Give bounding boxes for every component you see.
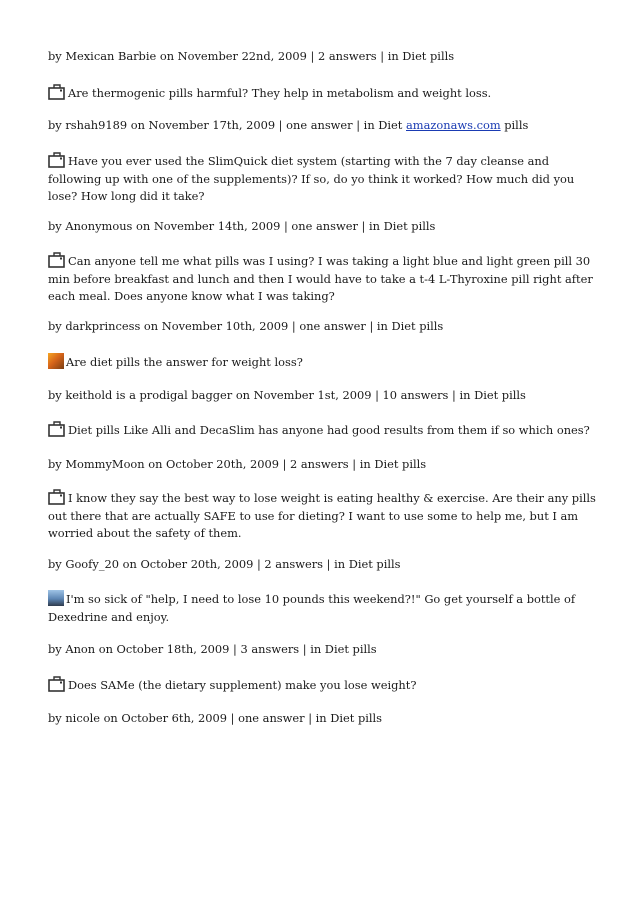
question-body: Are thermogenic pills harmful? They help in metabolism and weight loss. bbox=[68, 86, 492, 100]
question-text bbox=[48, 353, 600, 372]
question-text bbox=[48, 252, 600, 306]
question-body: Can anyone tell me what pills was I using? I was taking a light blue and light green pill 30 min before breakfast and lunch and then I would have to take a t-4 L-Thyroxine pill right after each meal. Does anyone know what I was taking? bbox=[48, 254, 593, 303]
question-text bbox=[48, 590, 600, 626]
meta-text: pills bbox=[500, 118, 529, 132]
question-body: Does SAMe (the dietary supplement) make you lose weight? bbox=[68, 678, 417, 692]
question-body: I'm so sick of "help, I need to lose 10 pounds this weekend?!" Go get yourself a bottle of Dexedrine and enjoy. bbox=[48, 592, 576, 624]
amazonaws-link[interactable]: amazonaws.com bbox=[406, 118, 501, 132]
entry-meta: by Anonymous on November 14th, 2009 | one answer | in Diet pills bbox=[48, 219, 436, 233]
user-placeholder-icon bbox=[48, 84, 66, 100]
entry-meta: by Mexican Barbie on November 22nd, 2009 | 2 answers | in Diet pills bbox=[48, 49, 455, 63]
question-text bbox=[48, 676, 600, 695]
entry-meta: by MommyMoon on October 20th, 2009 | 2 answers | in Diet pills bbox=[48, 457, 427, 471]
user-photo-avatar bbox=[48, 353, 64, 369]
user-placeholder-icon bbox=[48, 152, 66, 168]
entry-meta: by keithold is a prodigal bagger on November 1st, 2009 | 10 answers | in Diet pills bbox=[48, 388, 526, 402]
question-text bbox=[48, 84, 600, 103]
question-body: I know they say the best way to lose weight is eating healthy & exercise. Are their any pills out there that are actually SAFE to use for dieting? I want to use some to help me, but I am worried about the safety of them. bbox=[48, 491, 596, 540]
user-placeholder-icon bbox=[48, 676, 66, 692]
entry-meta: by Goofy_20 on October 20th, 2009 | 2 answers | in Diet pills bbox=[48, 557, 401, 571]
question-text bbox=[48, 152, 600, 206]
user-placeholder-icon bbox=[48, 252, 66, 268]
question-text bbox=[48, 489, 600, 543]
user-placeholder-icon bbox=[48, 421, 66, 437]
entry-meta: by Anon on October 18th, 2009 | 3 answers | in Diet pills bbox=[48, 642, 377, 656]
question-body: Have you ever used the SlimQuick diet system (starting with the 7 day cleanse and following up with one of the supplements)? If so, do yo think it worked? How much did you lose? How long did it take? bbox=[48, 154, 575, 203]
entry-meta bbox=[48, 117, 600, 134]
question-text bbox=[48, 421, 600, 440]
entry-meta: by nicole on October 6th, 2009 | one answer | in Diet pills bbox=[48, 711, 383, 725]
question-body: Diet pills Like Alli and DecaSlim has anyone had good results from them if so which ones? bbox=[68, 423, 590, 437]
question-body: Are diet pills the answer for weight loss? bbox=[66, 355, 303, 369]
entry-meta: by darkprincess on November 10th, 2009 | one answer | in Diet pills bbox=[48, 319, 444, 333]
user-placeholder-icon bbox=[48, 489, 66, 505]
user-photo-avatar bbox=[48, 590, 64, 606]
meta-text: by rshah9189 on November 17th, 2009 | one answer | in Diet bbox=[48, 118, 406, 132]
